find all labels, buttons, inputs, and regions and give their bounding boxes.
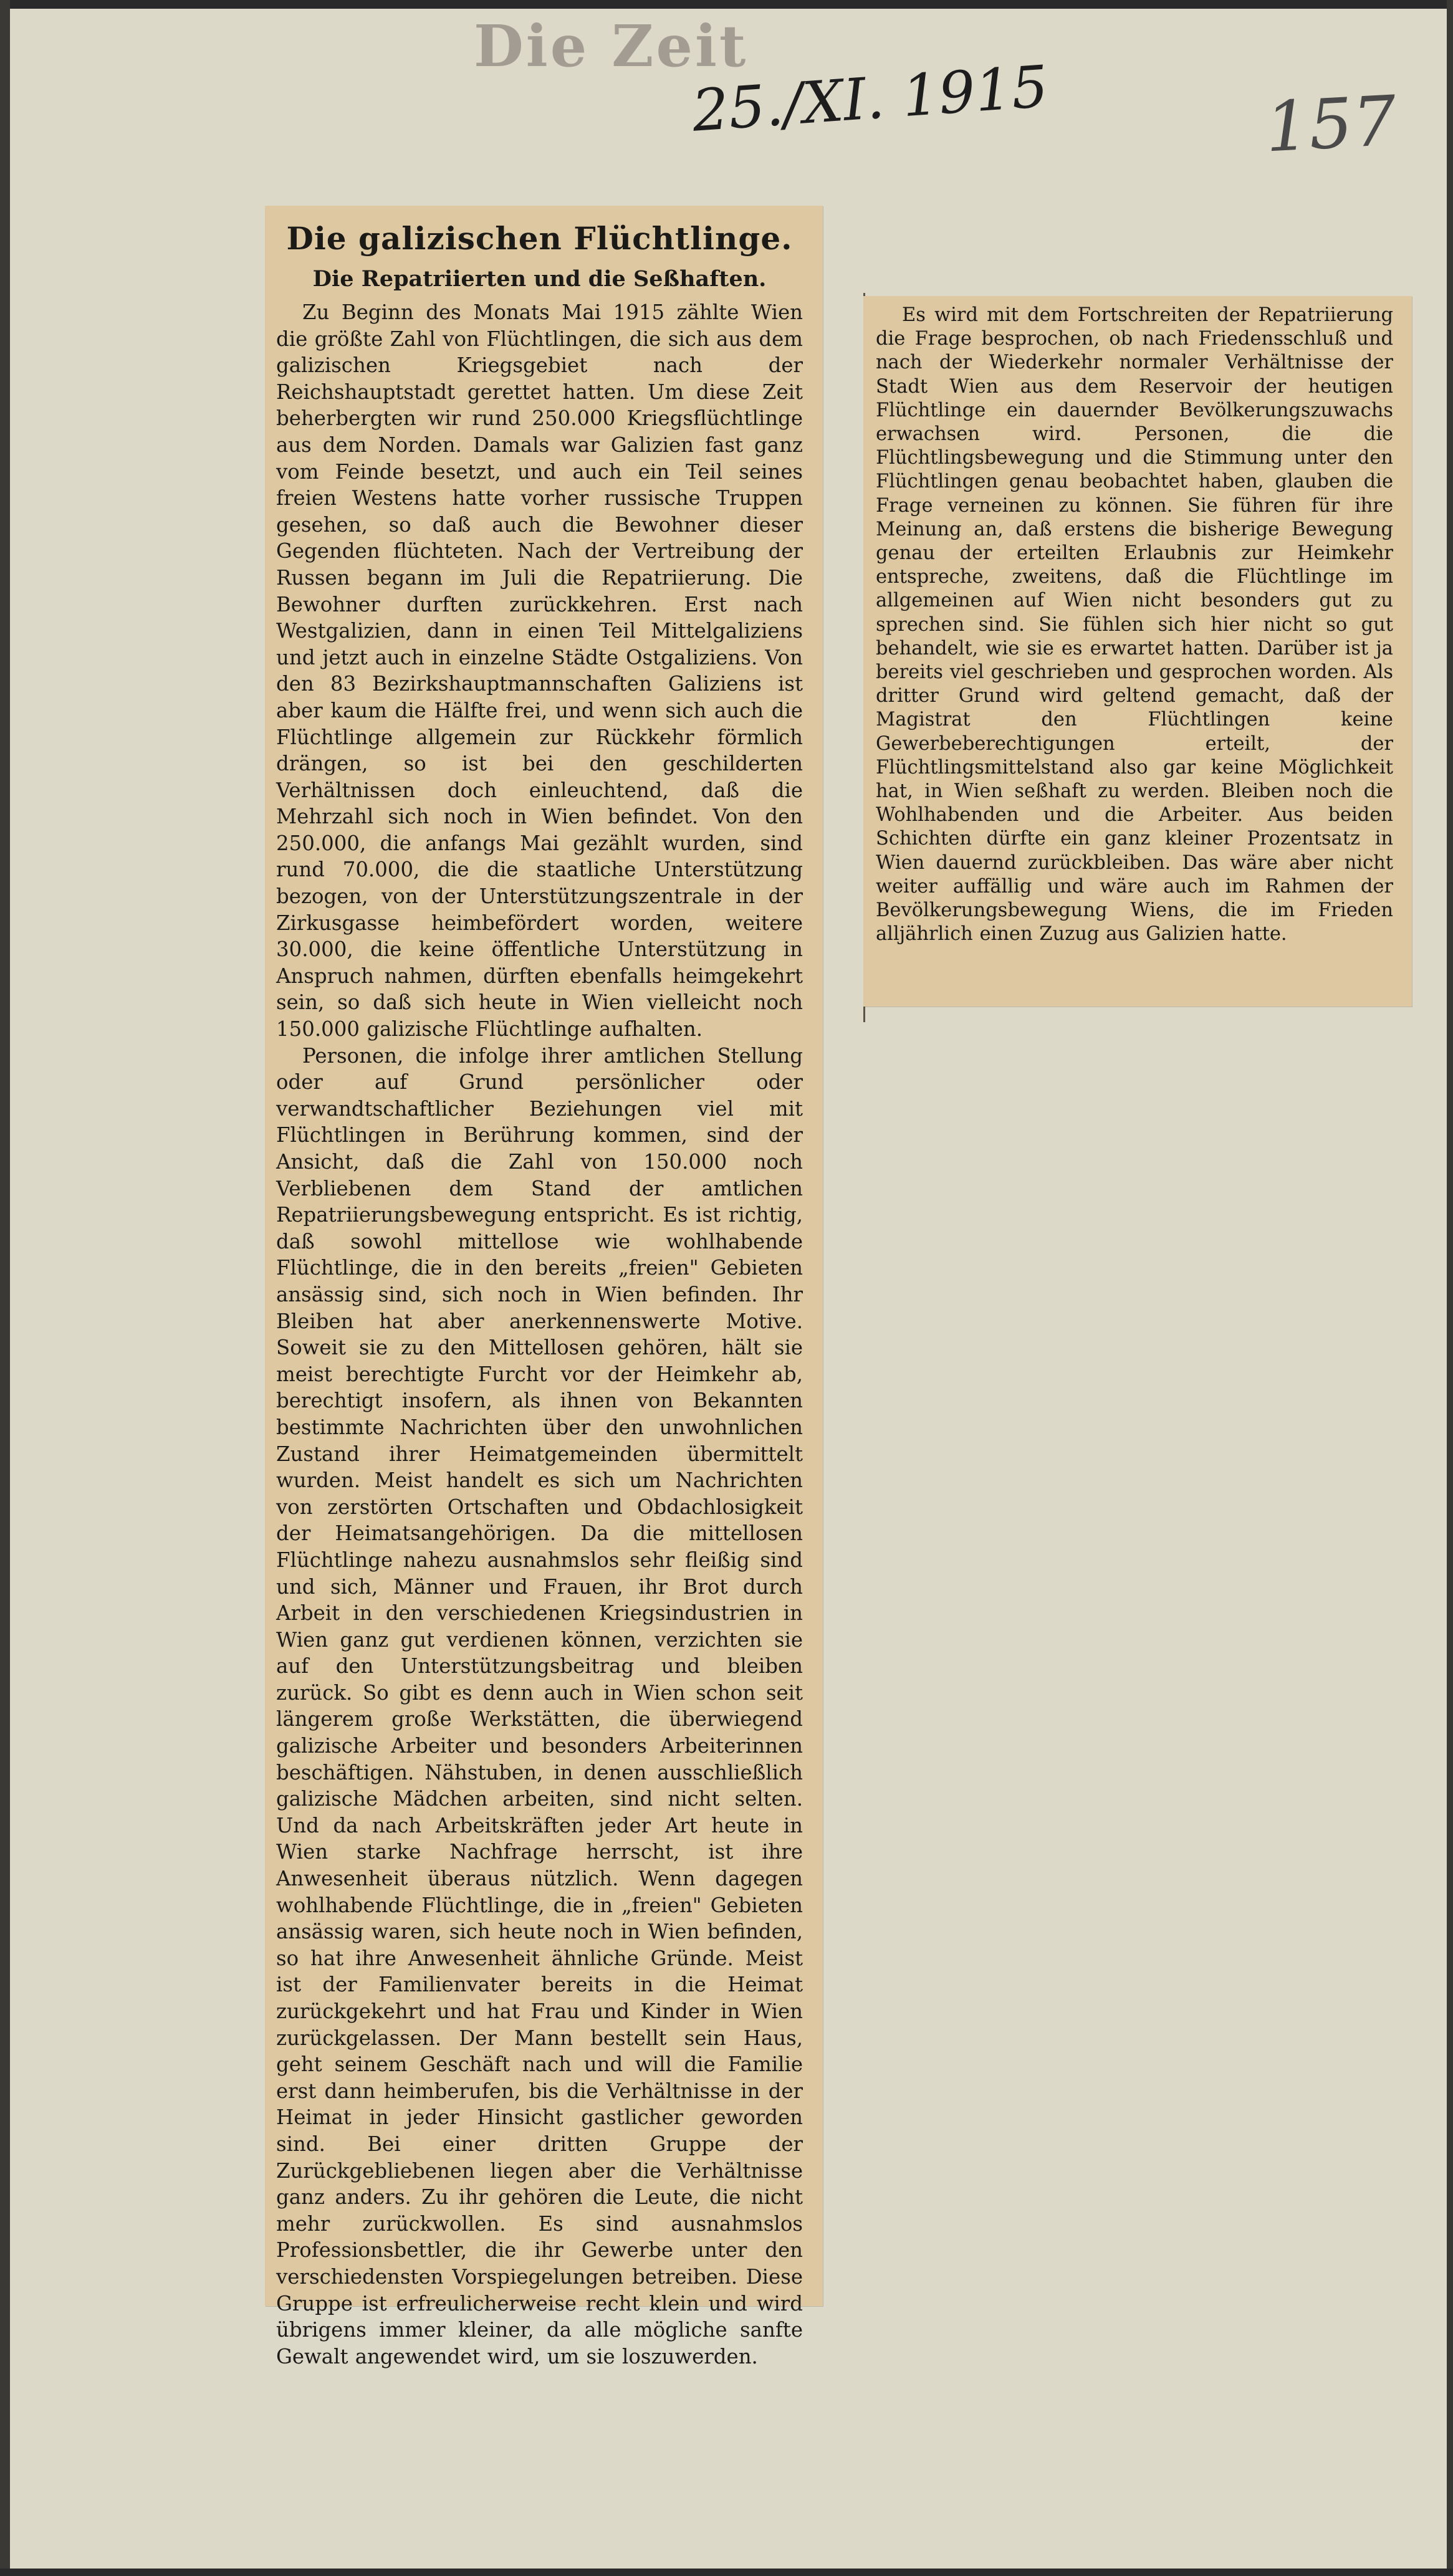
clipping-left-column [265, 206, 823, 2368]
scan-border-bottom [0, 2569, 1453, 2576]
article-paragraph-1: Zu Beginn des Monats Mai 1915 zählte Wien die größte Zahl von Flüchtlingen, die sich aus dem galizischen Kriegsgebiet nach der Reichshauptstadt gerettet hatten. Um diese Zeit beherbergten wir rund 250.000 Kriegsflüchtlinge aus dem Norden. Damals war Galizien fast ganz vom Feinde besetzt, und auch ein Teil seines freien Westens hatte vorher russische Truppen gesehen, so daß auch die Bewohner dieser Gegenden flüchteten. Nach der Vertreibung der Russen begann im Juli die Repatriierung. Die Bewohner durften zurückkehren. Erst nach Westgalizien, dann in einen Teil Mittelgaliziens und jetzt auch in einzelne Städte Ostgaliziens. Von den 83 Bezirkshauptmannschaften Galiziens ist aber kaum die Hälfte frei, und wenn sich auch die Flüchtlinge allgemein zur Rückkehr förmlich drängen, so ist bei den geschilderten Verhältnissen doch einleuchtend, daß die Mehrzahl sich noch in Wien befindet. Von den 250.000, die anfangs Mai gezählt wurden, sind rund 70.000, die die staatliche Unterstützung bezogen, von der Unterstützungszentrale in der Zirkusgasse heimbefördert worden, weitere 30.000, die keine öffentliche Unterstützung in Anspruch nahmen, dürften ebenfalls heimgekehrt sein, so daß sich heute in Wien vielleicht noch 150.000 galizische Flüchtlinge aufhalten. [276, 300, 803, 1041]
article-paragraph-3: Es wird mit dem Fortschreiten der Repatriierung die Frage besprochen, ob nach Friedensschluß und nach der Wiederkehr normaler Verhältnisse der Stadt Wien aus dem Reservoir der heutigen Flüchtlinge ein dauernder Bevölkerungszuwachs erwachsen wird. Personen, die die Flüchtlingsbewegung und die Stimmung unter den Flüchtlingen genau beobachtet haben, glauben die Frage verneinen zu können. Sie führen für ihre Meinung an, daß erstens die bisherige Bewegung genau der erteilten Erlaubnis zur Heimkehr entspreche, zweitens, daß die Flüchtlinge im allgemeinen auf Wien nicht besonders gut zu sprechen sind. Sie fühlen sich hier nicht so gut behandelt, wie sie es erwartet hatten. Darüber ist ja bereits viel geschrieben und gesprochen worden. Als dritter Grund wird geltend gemacht, daß der Magistrat den Flüchtlingen keine Gewerbeberechtigungen erteilt, der Flüchtlingsmittelstand also gar keine Möglichkeit hat, in Wien seßhaft zu werden. Bleiben noch die Wohlhabenden und die Arbeiter. Aus beiden Schichten dürfte ein ganz kleiner Prozentsatz in Wien dauernd zurückbleiben. Das wäre aber nicht weiter auffällig und wäre auch im Rahmen der Bevölkerungsbewegung Wiens, die im Frieden alljährlich einen Zuzug aus Galizien hatte. [876, 304, 1393, 946]
article-subheadline: Die Repatriierten und die Seßhaften. [312, 266, 767, 292]
clipping-right-column [863, 296, 1412, 1007]
scan-border-right [1447, 0, 1453, 2576]
scan-border-left [0, 0, 10, 2576]
handwritten-page-number: 157 [1263, 80, 1399, 168]
scan-border-top [0, 0, 1453, 9]
newspaper-stamp: Die Zeit [474, 12, 749, 80]
article-paragraph-2: Personen, die infolge ihrer amtlichen Stellung oder auf Grund persönlicher oder verwandtschaftlicher Beziehungen viel mit Flüchtlingen in Berührung kommen, sind der Ansicht, daß die Zahl von 150.000 noch Verbliebenen dem Stand der amtlichen Repatriierungsbewegung entspricht. Es ist richtig, daß sowohl mittellose wie wohlhabende Flüchtlinge, die in den bereits „freien" Gebieten ansässig sind, sich noch in Wien befinden. Ihr Bleiben hat aber anerkennenswerte Motive. Soweit sie zu den Mittellosen gehören, hält sie meist berechtigte Furcht vor der Heimkehr ab, berechtigt insofern, als ihnen von Bekannten bestimmte Nachrichten über den unwohnlichen Zustand ihrer Heimatgemeinden übermittelt wurden. Meist handelt es sich um Nachrichten von zerstörten Ortschaften und Obdachlosigkeit der Heimatsangehörigen. Da die mittellosen Flüchtlinge nahezu ausnahmslos sehr fleißig sind und sich, Männer und Frauen, ihr Brot durch Arbeit in den verschiedenen Kriegsindustrien in Wien ganz gut verdienen können, verzichten sie auf den Unterstützungsbeitrag und bleiben zurück. So gibt es denn auch in Wien schon seit längerem große Werkstätten, die überwiegend galizische Arbeiter und besonders Arbeiterinnen beschäftigen. Nähstuben, in denen ausschließlich galizische Mädchen arbeiten, sind nicht selten. Und da nach Arbeitskräften jeder Art heute in Wien starke Nachfrage herrscht, ist ihre Anwesenheit überaus nützlich. Wenn dagegen wohlhabende Flüchtlinge, die in „freien" Gebieten ansässig waren, sich heute noch in Wien befinden, so hat ihre Anwesenheit ähnliche Gründe. Meist ist der Familienvater bereits in die Heimat zurückgekehrt und hat Frau und Kinder in Wien zurückgelassen. Der Mann bestellt sein Haus, geht seinem Geschäft nach und will die Familie erst dann heimberufen, bis die Verhältnisse in der Heimat in jeder Hinsicht gastlicher geworden sind. Bei einer dritten Gruppe der Zurückgebliebenen liegen aber die Verhältnisse ganz anders. Zu ihr gehören die Leute, die nicht mehr zurückwollen. Es sind ausnahmslos Professionsbettler, die ihr Gewerbe unter den verschiedensten Vorspiegelungen betreiben. Diese Gruppe ist erfreulicherweise recht klein und wird übrigens immer kleiner, da alle mögliche sanfte Gewalt angewendet wird, um sie loszuwerden. [276, 1043, 803, 2368]
article-headline: Die galizischen Flüchtlinge. [286, 220, 793, 257]
handwritten-date: 25./XI. 1915 [689, 53, 1050, 145]
